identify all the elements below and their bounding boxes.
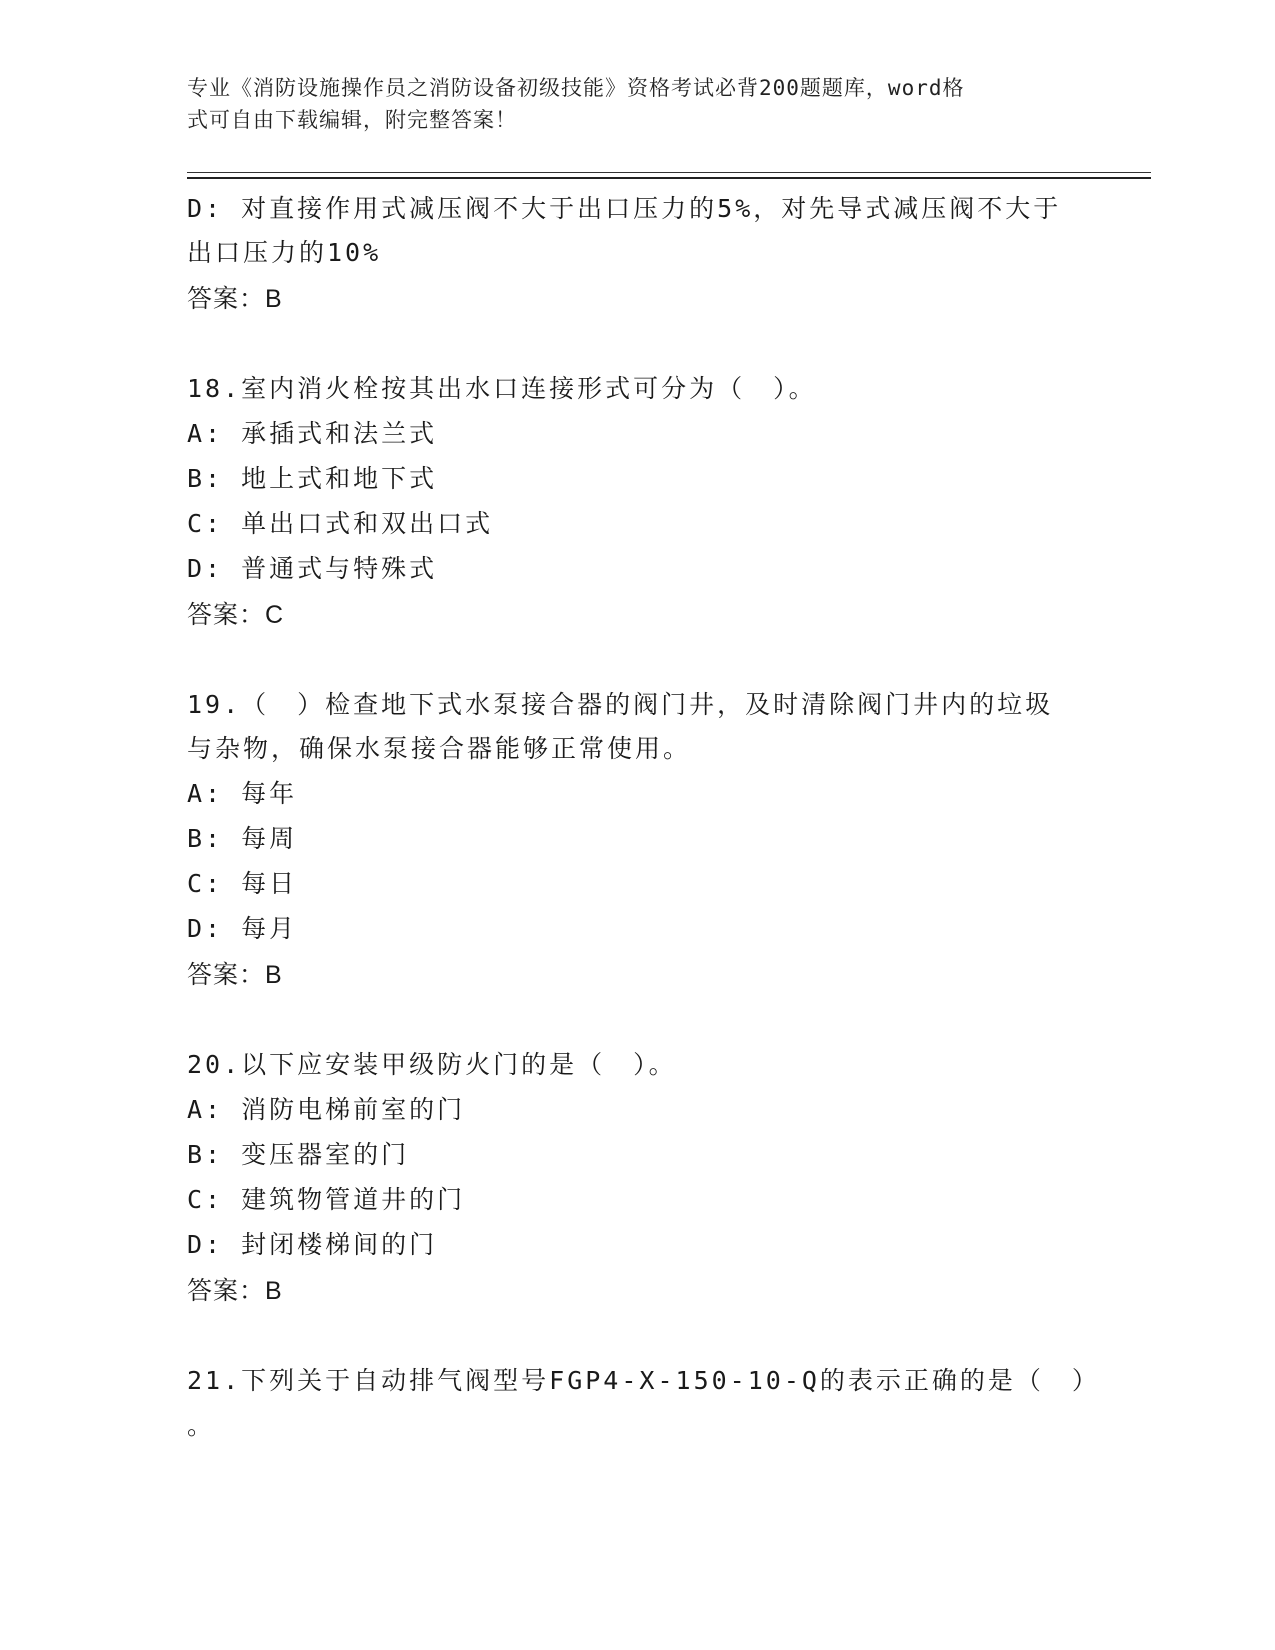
header-divider-thin: [187, 172, 1151, 173]
document-header: [187, 72, 1067, 136]
q19-option-a: A: 每年: [187, 779, 298, 808]
q21-stem-line-2: 。: [187, 1411, 216, 1440]
q19-option-d: D: 每月: [187, 914, 298, 943]
q19-stem-line-2: 与杂物，确保水泵接合器能够正常使用。: [187, 734, 692, 763]
q20-option-d: D: 封闭楼梯间的门: [187, 1230, 438, 1259]
q20-option-c: C: 建筑物管道井的门: [187, 1185, 466, 1214]
q17-option-d-line-1: D: 对直接作用式减压阀不大于出口压力的5%，对先导式减压阀不大于: [187, 194, 1062, 223]
header-line-2: 式可自由下载编辑，附完整答案！: [187, 108, 517, 132]
q20-option-a: A: 消防电梯前室的门: [187, 1095, 466, 1124]
q18-option-a: A: 承插式和法兰式: [187, 419, 438, 448]
header-line-1: 专业《消防设施操作员之消防设备初级技能》资格考试必背200题题库，word格: [187, 76, 965, 100]
q18-option-c: C: 单出口式和双出口式: [187, 509, 494, 538]
q19-stem-line-1: 19.（ ）检查地下式水泵接合器的阀门井，及时清除阀门井内的垃圾: [187, 690, 1054, 719]
q18-option-b: B: 地上式和地下式: [187, 464, 438, 493]
q21-stem-line-1: 21.下列关于自动排气阀型号FGP4-X-150-10-Q的表示正确的是（ ）: [187, 1366, 1100, 1395]
q18-stem: 18.室内消火栓按其出水口连接形式可分为（ ）。: [187, 374, 817, 403]
q19-option-c: C: 每日: [187, 869, 298, 898]
q18-option-d: D: 普通式与特殊式: [187, 554, 438, 583]
q20-stem: 20.以下应安装甲级防火门的是（ ）。: [187, 1050, 677, 1079]
q19-answer: 答案：B: [187, 961, 283, 989]
header-divider-thick: [187, 177, 1151, 179]
q19-option-b: B: 每周: [187, 824, 298, 853]
q20-answer: 答案：B: [187, 1277, 283, 1305]
q17-option-d-line-2: 出口压力的10%: [187, 238, 382, 267]
q18-answer: 答案：C: [187, 601, 285, 629]
q17-answer: 答案：B: [187, 285, 283, 313]
q20-option-b: B: 变压器室的门: [187, 1140, 410, 1169]
